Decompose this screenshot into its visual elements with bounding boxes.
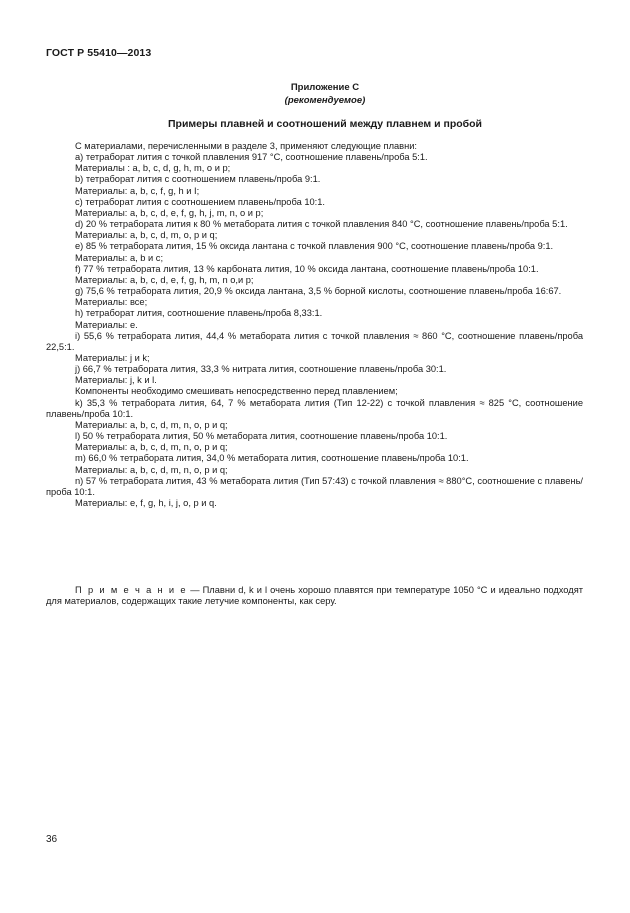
body-line: f) 77 % тетрабората лития, 13 % карбоната лития, 10 % оксида лантана, соотношение плавень/проба 10:1.: [75, 263, 539, 274]
body-line: d) 20 % тетрабората лития к 80 % метабората лития с точкой плавления 840 °С, соотношение плавень/проба 5:1.: [75, 219, 568, 230]
note-paragraph: [46, 585, 583, 608]
body-line: n) 57 % тетрабората лития, 43 % метабората лития (Тип 57:43) с точкой плавления ≈ 880°С, соотношение с плавень/проба 10:1.: [46, 475, 583, 497]
body-line: l) 50 % тетрабората лития, 50 % метабората лития, соотношение плавень/проба 10:1.: [75, 431, 448, 442]
body-line: Материалы: все;: [75, 297, 148, 308]
body-line: Материалы: a, b, c, d, m, n, o, p и q;: [75, 419, 228, 430]
body-line: Материалы: a, b, c, d, e, f, g, h, m, n o,и p;: [75, 274, 254, 285]
body-line: Материалы: e.: [75, 319, 138, 330]
body-line: Материалы: j, k и l.: [75, 375, 157, 386]
appendix-title: Приложение C: [290, 82, 360, 93]
body-text: [46, 141, 583, 509]
body-line: a) тетраборат лития с точкой плавления 917 °С, соотношение плавень/проба 5:1.: [75, 152, 428, 163]
body-line: Материалы: j и k;: [75, 352, 150, 363]
note-block: [46, 585, 583, 608]
body-line: Материалы: a, b, c, f, g, h и I;: [75, 185, 200, 196]
appendix-status: (рекомендуемое): [284, 95, 366, 106]
body-line: С материалами, перечисленными в разделе 3, применяют следующие плавни:: [75, 141, 418, 151]
body-line: Материалы: a, b и с;: [75, 252, 164, 263]
note-text: — Плавни d, k и l очень хорошо плавятся при температуре 1050 °С и идеально подходят для материалов, содержащих такие летучие компоненты, как серу.: [46, 585, 583, 607]
body-line: Материалы: a, b, c, d, m, n, o, p и q;: [75, 442, 228, 453]
body-line: h) тетраборат лития, соотношение плавень/проба 8,33:1.: [75, 308, 323, 319]
body-line: k) 35,3 % тетрабората лития, 64, 7 % метабората лития (Тип 12-22) с точкой плавления ≈ 825 °С, соотношение плавень/проба 10:1.: [46, 397, 583, 419]
body-line: Материалы: e, f, g, h, i, j, o, p и q.: [75, 498, 217, 508]
body-line: m) 66,0 % тетрабората лития, 34,0 % метабората лития, соотношение плавень/проба 10:1.: [75, 453, 469, 464]
body-line: i) 55,6 % тетрабората лития, 44,4 % метабората лития с точкой плавления ≈ 860 °С, соотношение плавень/проба 22,5:1.: [46, 330, 583, 352]
body-line: b) тетраборат лития с соотношением плавень/проба 9:1.: [75, 174, 321, 185]
page-number: 36: [46, 834, 58, 845]
body-line: Материалы: a, b, c, d, m, o, p и q;: [75, 230, 218, 241]
body-line: c) тетраборат лития с соотношением плавень/проба 10:1.: [75, 196, 325, 207]
document-code: ГОСТ Р 55410—2013: [46, 47, 152, 59]
body-line: e) 85 % тетрабората лития, 15 % оксида лантана с точкой плавления 900 °С, соотношение плавень/проба 9:1.: [75, 241, 554, 252]
body-line: g) 75,6 % тетрабората лития, 20,9 % оксида лантана, 3,5 % борной кислоты, соотношение плавень/проба 16:67.: [75, 286, 562, 297]
note-label: П р и м е ч а н и е: [75, 585, 188, 595]
body-line: Материалы: a, b, c, d, e, f, g, h, j, m, n, o и p;: [75, 207, 264, 218]
section-title: Примеры плавней и соотношений между плавнем и пробой: [167, 118, 482, 130]
body-line: Материалы: a, b, c, d, m, n, o, p и q;: [75, 464, 228, 475]
body-line: Материалы : a, b, c, d, g, h, m, o и p;: [75, 163, 231, 174]
body-line: j) 66,7 % тетрабората лития, 33,3 % нитрата лития, соотношение плавень/проба 30:1.: [75, 364, 447, 375]
body-line: Компоненты необходимо смешивать непосредственно перед плавлением;: [75, 386, 398, 397]
